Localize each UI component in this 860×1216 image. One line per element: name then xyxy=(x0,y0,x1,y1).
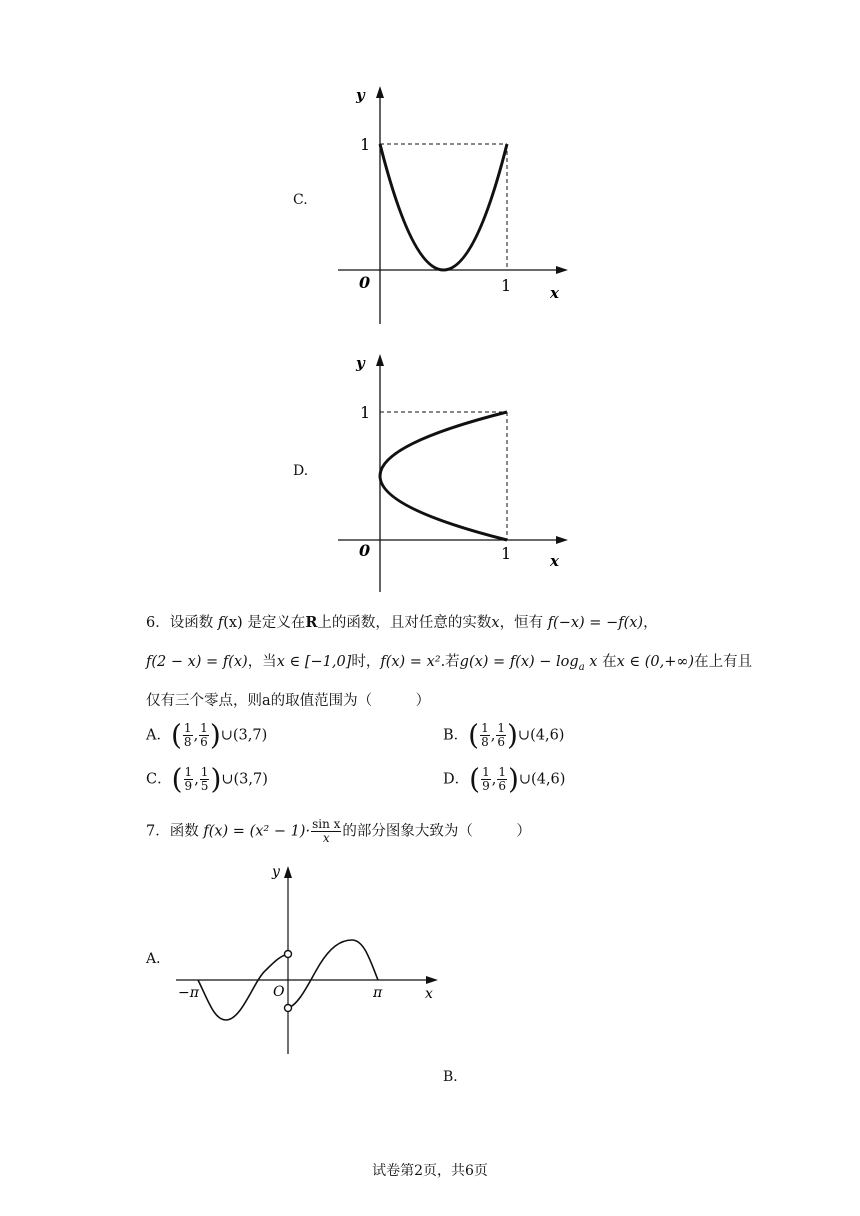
curve-right xyxy=(288,940,378,1008)
option-d-label: D. xyxy=(293,463,309,479)
q7-graph-a xyxy=(170,860,450,1060)
option-tail: ∪(3,7) xyxy=(221,771,268,788)
option-label: C． xyxy=(146,771,172,788)
option-label: D． xyxy=(443,771,470,788)
option-tail: ∪(4,6) xyxy=(518,771,566,788)
option-label: A． xyxy=(146,727,171,744)
x-axis-arrow-icon xyxy=(426,976,438,984)
q6-x: x xyxy=(491,615,500,631)
x-axis-label: x xyxy=(550,552,559,570)
y-tick-label: 1 xyxy=(360,403,371,422)
origin-label: 0 xyxy=(359,541,371,560)
q6-text: ， xyxy=(643,615,658,631)
y-axis-label: y xyxy=(272,864,280,880)
neg-pi-label: −π xyxy=(178,985,199,1001)
q7-function: f(x) = (x² − 1)· xyxy=(203,823,311,840)
q6-option-d[interactable]: D．( $\frac{1}{9}$ , $\frac{1}{6}$ )∪(4,6) xyxy=(443,762,566,796)
y-tick-label: 1 xyxy=(360,135,371,154)
q6-line-1 xyxy=(146,613,658,633)
q7-text: 函数 xyxy=(169,823,199,840)
pi-label: π xyxy=(373,985,383,1001)
option-c-label: C. xyxy=(293,192,308,208)
open-point-upper xyxy=(285,951,292,958)
q6-definition: f(x) = x² xyxy=(380,654,441,670)
x-tick-label: 1 xyxy=(501,544,512,563)
page-footer: 试卷第2页，共6页 xyxy=(372,1163,488,1179)
q6-option-c[interactable]: C．( $\frac{1}{9}$ , $\frac{1}{5}$ )∪(3,7) xyxy=(146,762,268,796)
origin-label: O xyxy=(273,984,285,1000)
open-point-lower xyxy=(285,1005,292,1012)
q7-text: 的部分图象大致为（ ） xyxy=(342,823,531,840)
q6-g-arg: x xyxy=(584,654,598,670)
q6-line-3: 仅有三个零点，则a的取值范围为（ ） xyxy=(146,693,431,709)
q6-symmetry-condition: f(2 − x) = f(x) xyxy=(146,654,248,670)
y-axis-arrow-icon xyxy=(376,354,384,366)
q7-option-b-label[interactable]: B． xyxy=(443,1069,468,1085)
q6-interval: x ∈ [−1,0] xyxy=(276,654,352,670)
q6-text: .若 xyxy=(440,654,460,670)
q6-text: 是定义在 xyxy=(247,615,306,631)
q6-g-function: g(x) = f(x) − log xyxy=(459,654,579,670)
option-tail: ∪(4,6) xyxy=(517,727,565,744)
y-axis-arrow-icon xyxy=(284,866,292,878)
q6-odd-condition: f(−x) = −f(x) xyxy=(547,615,644,631)
q6-option-a[interactable]: A．( $\frac{1}{8}$ , $\frac{1}{6}$ )∪(3,7) xyxy=(146,718,268,752)
q6-domain: x ∈ (0,+∞) xyxy=(616,654,695,670)
q6-number: 6． xyxy=(146,615,170,631)
y-axis-arrow-icon xyxy=(376,86,384,98)
q6-text: 在 xyxy=(602,654,617,670)
q6-text: ，恒有 xyxy=(499,615,544,631)
q6-fx: (x) xyxy=(223,615,243,631)
origin-label: 0 xyxy=(359,273,371,292)
q7-stem: 7．函数 f(x) = (x² − 1)· $\frac{\text{sin x}}{x}$ 的部分图象大致为（ ） xyxy=(146,817,531,845)
x-axis-label: x xyxy=(425,986,433,1002)
x-axis-arrow-icon xyxy=(556,266,568,274)
q6-text: 设函数 xyxy=(169,615,214,631)
parabola-curve xyxy=(380,144,507,270)
graph-c xyxy=(330,80,580,330)
x-tick-label: 1 xyxy=(501,276,512,295)
q6-f: f xyxy=(217,615,224,631)
q6-text: 上的函数，且对任意的实数 xyxy=(317,615,492,631)
q6-line-2 xyxy=(146,652,752,678)
y-axis-label: y xyxy=(356,86,365,104)
option-label: B． xyxy=(443,727,469,744)
y-axis-label: y xyxy=(356,354,365,372)
q6-real-set: R xyxy=(305,614,318,631)
x-axis-label: x xyxy=(550,284,559,302)
option-tail: ∪(3,7) xyxy=(220,727,268,744)
q6-log-base: a xyxy=(578,661,585,673)
x-axis-arrow-icon xyxy=(556,536,568,544)
q6-text: 在上有且 xyxy=(694,654,753,670)
q7-number: 7． xyxy=(146,823,170,840)
sideways-parabola-curve xyxy=(380,412,507,540)
q7-option-a-label[interactable]: A． xyxy=(146,951,171,967)
q6-text: 时， xyxy=(351,654,381,670)
q6-option-b[interactable]: B．( $\frac{1}{8}$ , $\frac{1}{6}$ )∪(4,6) xyxy=(443,718,565,752)
graph-d xyxy=(330,348,580,598)
q6-text: ，当 xyxy=(247,654,277,670)
